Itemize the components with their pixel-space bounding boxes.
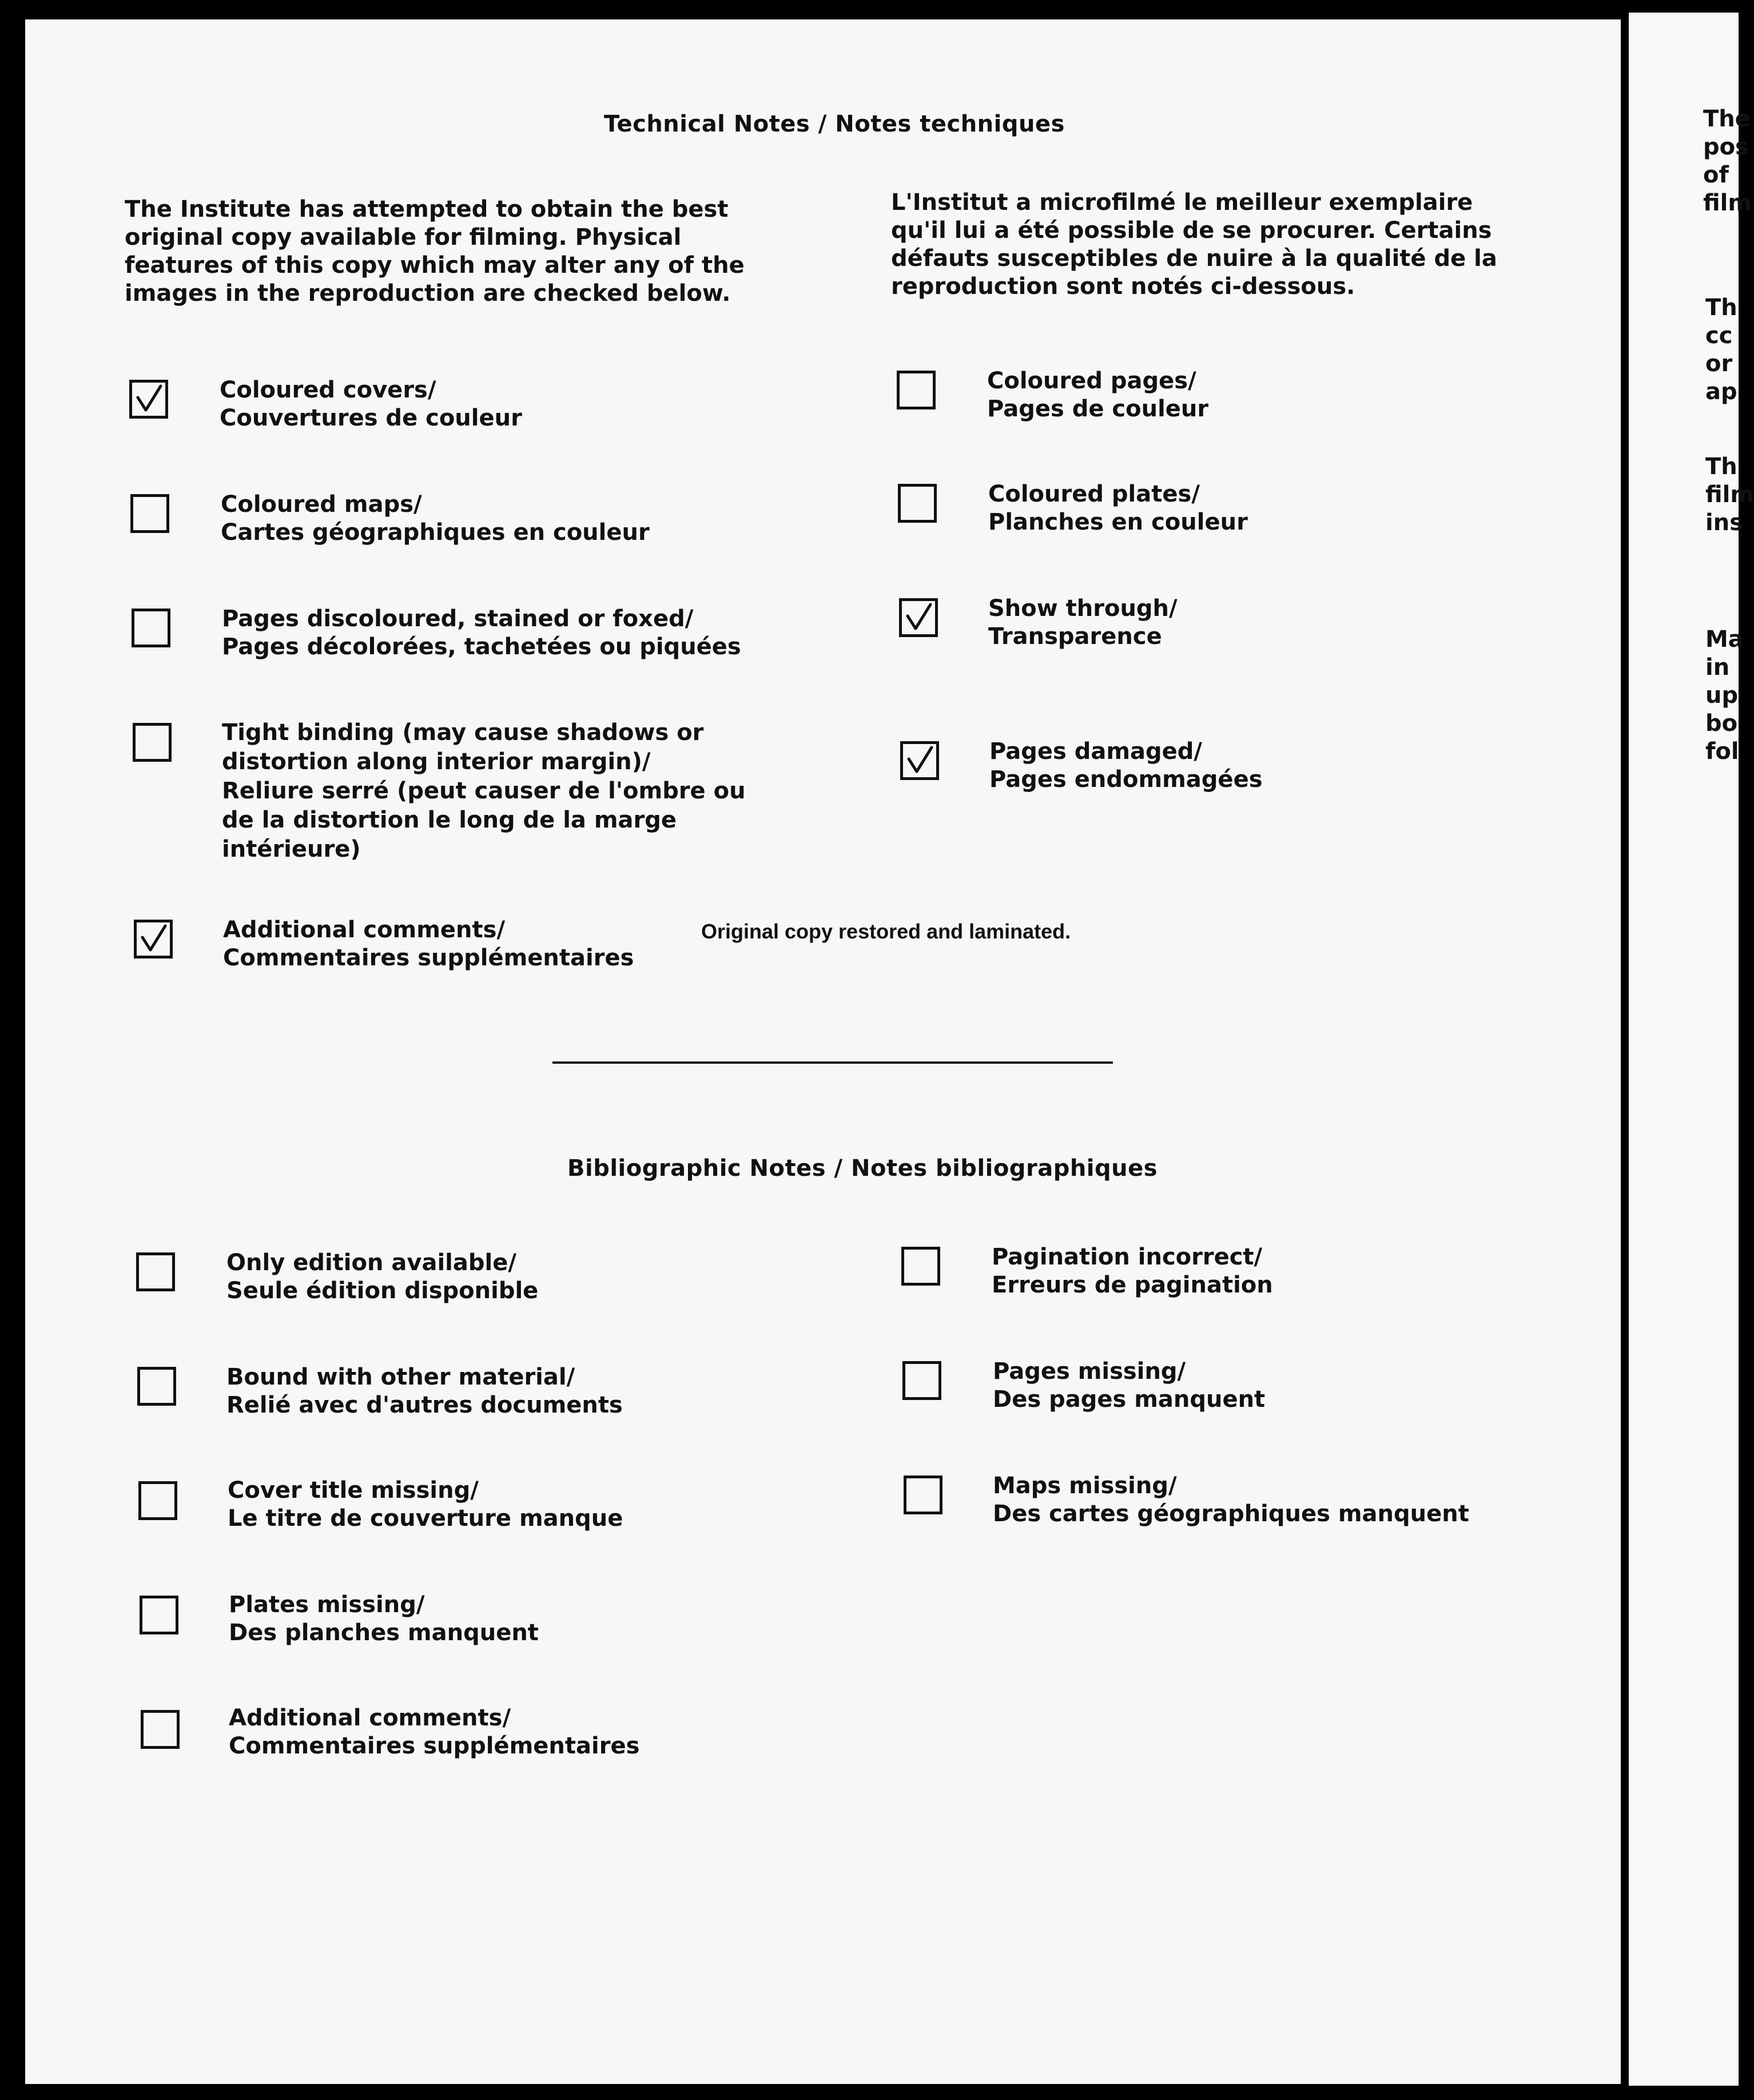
label-line: Tight binding (may cause shadows or (222, 719, 704, 746)
intro-line: features of this copy which may alter any of the (125, 252, 745, 279)
fragment-line: Th (1705, 454, 1737, 480)
label-pages-missing (993, 1358, 1265, 1414)
label-line: Cover title missing/ (228, 1477, 479, 1504)
label-line: Plates missing/ (229, 1592, 425, 1618)
label-line: Planches en couleur (988, 509, 1248, 535)
label-maps-missing (993, 1472, 1469, 1528)
fragment-line: or (1705, 351, 1733, 377)
label-line: Commentaires supplémentaires (229, 1733, 640, 1759)
checkbox-coloured-plates[interactable] (898, 484, 937, 523)
intro-line: original copy available for filming. Physical (125, 224, 682, 250)
label-plates-missing (229, 1591, 539, 1647)
label-line: Transparence (988, 623, 1162, 650)
check-mark-icon (903, 744, 936, 777)
checkbox-maps-missing[interactable] (904, 1475, 942, 1514)
fragment-line: in (1705, 654, 1730, 681)
fragment-line: The (1703, 106, 1751, 132)
checkbox-pages-missing[interactable] (902, 1361, 941, 1400)
label-line: Des pages manquent (993, 1386, 1266, 1413)
fragment-block (1705, 294, 1737, 406)
checkbox-pagination-incorrect[interactable] (901, 1247, 940, 1286)
label-coloured-pages (987, 367, 1208, 423)
technical-notes-page (25, 19, 1621, 2084)
check-mark-icon (902, 601, 935, 634)
fragment-line: ins (1705, 510, 1743, 536)
label-bound-with (226, 1363, 623, 1419)
fragment-line: ap (1705, 379, 1737, 405)
label-line: Coloured covers/ (220, 377, 436, 403)
label-line: Des cartes géographiques manquent (993, 1501, 1469, 1527)
checkbox-additional-comments[interactable] (134, 920, 173, 958)
checkbox-coloured-maps[interactable] (130, 494, 169, 533)
label-line: Commentaires supplémentaires (223, 945, 634, 971)
label-pages-damaged (989, 738, 1263, 794)
intro-french (891, 189, 1497, 301)
intro-line: The Institute has attempted to obtain the best (125, 196, 729, 222)
checkbox-tight-binding[interactable] (133, 723, 172, 762)
label-line: Pages damaged/ (989, 738, 1203, 765)
fragment-line: bo (1705, 710, 1738, 737)
intro-line: L'Institut a microfilmé le meilleur exemplaire (891, 189, 1473, 216)
intro-line: qu'il lui a été possible de se procurer. Certains (891, 217, 1492, 244)
intro-line: images in the reproduction are checked below. (125, 280, 731, 307)
intro-line: défauts susceptibles de nuire à la qualité de la (891, 245, 1497, 272)
adjacent-page (1629, 13, 1754, 2086)
label-coloured-plates (988, 480, 1248, 536)
label-line: Bound with other material/ (226, 1364, 575, 1390)
label-line: distortion along interior margin)/ (222, 749, 651, 775)
label-line: Pages endommagées (989, 766, 1263, 793)
checkbox-bound-with[interactable] (137, 1367, 176, 1406)
fragment-line: film (1705, 482, 1754, 508)
label-line: Additional comments/ (223, 917, 506, 943)
label-only-edition (226, 1249, 538, 1305)
checkbox-only-edition[interactable] (136, 1252, 175, 1291)
checkbox-pages-discoloured[interactable] (132, 608, 170, 647)
label-bib-additional-comments (229, 1704, 639, 1760)
fragment-line: fol (1705, 738, 1739, 765)
fragment-line: film (1703, 190, 1752, 216)
fragment-block (1705, 453, 1754, 537)
label-line: Relié avec d'autres documents (226, 1392, 623, 1418)
label-line: Pages décolorées, tachetées ou piquées (222, 634, 741, 660)
checkbox-bib-additional-comments[interactable] (141, 1710, 180, 1749)
label-line: Only edition available/ (226, 1250, 516, 1276)
intro-english (125, 196, 745, 308)
label-tight-binding (222, 718, 746, 864)
technical-notes-heading: Technical Notes / Notes techniques (604, 111, 1065, 137)
label-pages-discoloured (222, 605, 741, 661)
fragment-line: of (1703, 162, 1729, 188)
label-line: Coloured maps/ (221, 491, 422, 518)
fragment-line: Th (1705, 295, 1737, 321)
label-line: Des planches manquent (229, 1620, 539, 1646)
fragment-line: pos (1703, 134, 1749, 160)
label-pagination-incorrect (992, 1243, 1273, 1299)
label-cover-title-missing (228, 1477, 623, 1533)
label-line: Coloured plates/ (988, 481, 1200, 507)
label-show-through (988, 595, 1178, 651)
fragment-line: cc (1705, 323, 1733, 349)
checkbox-coloured-covers[interactable] (129, 380, 168, 419)
checkbox-cover-title-missing[interactable] (138, 1481, 177, 1520)
checkbox-pages-damaged[interactable] (900, 741, 939, 780)
check-mark-icon (132, 383, 165, 416)
checkbox-show-through[interactable] (899, 598, 938, 637)
check-mark-icon (137, 922, 170, 956)
label-line: Show through/ (988, 595, 1178, 622)
label-additional-comments (223, 916, 634, 972)
fragment-line: Ma (1705, 626, 1744, 653)
fragment-block (1705, 626, 1744, 766)
label-line: Maps missing/ (993, 1473, 1177, 1499)
label-line: Reliure serré (peut causer de l'ombre ou (222, 778, 746, 804)
label-line: Pagination incorrect/ (992, 1244, 1263, 1270)
label-line: Additional comments/ (229, 1705, 511, 1731)
label-line: Pages missing/ (993, 1358, 1186, 1385)
label-line: Coloured pages/ (987, 368, 1196, 394)
checkbox-coloured-pages[interactable] (897, 371, 936, 409)
additional-comment-text: Original copy restored and laminated. (701, 920, 1071, 943)
label-line: Le titre de couverture manque (228, 1505, 623, 1532)
label-line: Pages de couleur (987, 396, 1209, 422)
label-coloured-covers (220, 376, 522, 432)
fragment-line: up (1705, 682, 1739, 709)
checkbox-plates-missing[interactable] (140, 1596, 178, 1634)
label-line: Couvertures de couleur (220, 405, 522, 431)
fragment-block (1703, 105, 1752, 217)
label-line: intérieure) (222, 836, 361, 862)
bibliographic-notes-heading: Bibliographic Notes / Notes bibliographiques (567, 1155, 1158, 1182)
section-divider (552, 1061, 1113, 1064)
label-line: de la distortion le long de la marge (222, 807, 677, 833)
label-line: Pages discoloured, stained or foxed/ (222, 606, 694, 632)
label-line: Erreurs de pagination (992, 1272, 1273, 1298)
label-line: Cartes géographiques en couleur (221, 519, 650, 546)
label-line: Seule édition disponible (226, 1278, 539, 1304)
label-coloured-maps (221, 491, 650, 547)
intro-line: reproduction sont notés ci-dessous. (891, 273, 1355, 300)
